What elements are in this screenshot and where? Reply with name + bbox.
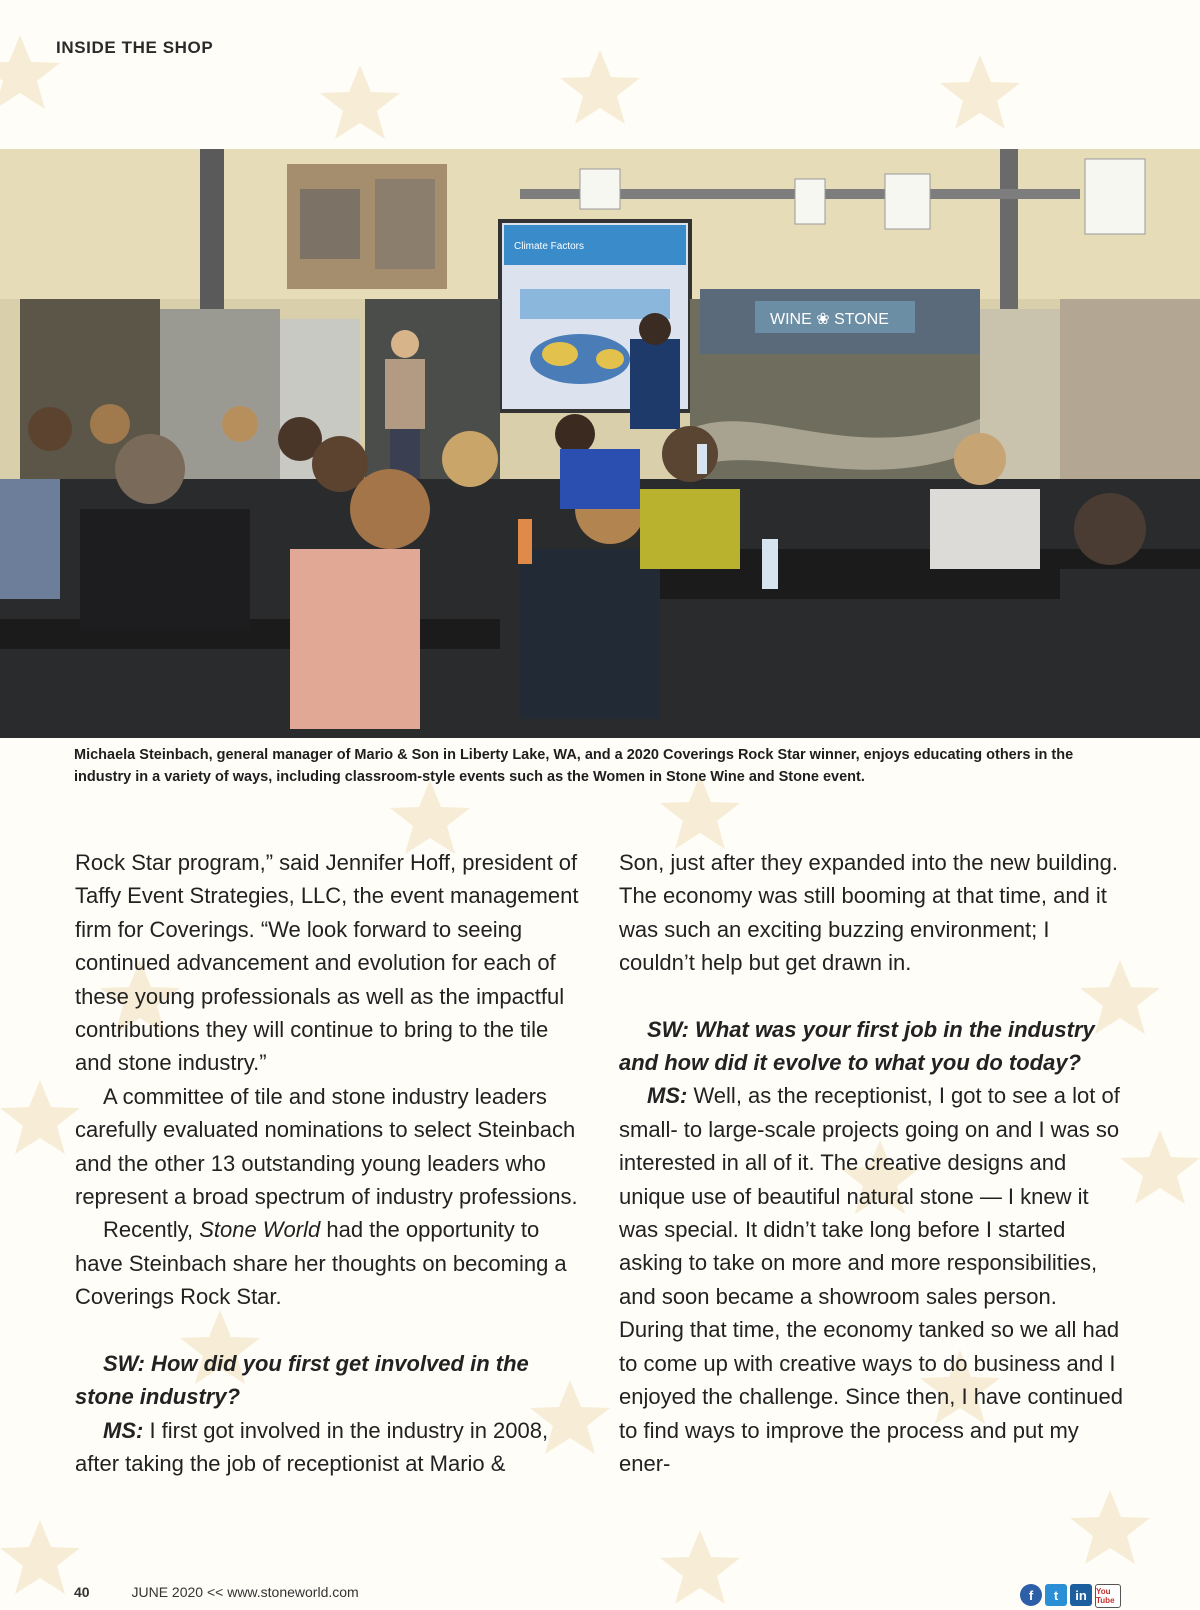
article-column-left [75, 846, 580, 1480]
paragraph-text: had the opportunity to have Steinbach share her thoughts on becoming a Coverings Rock Star. [75, 1217, 567, 1310]
section-label: INSIDE THE SHOP [56, 38, 214, 57]
interview-answer [619, 1079, 1124, 1480]
page-number: 40 [74, 1584, 90, 1600]
paragraph [75, 1213, 580, 1313]
paragraph-text: Recently, [103, 1217, 200, 1243]
publication-name: Stone World [199, 1217, 321, 1243]
interview-question: SW: How did you first get involved in the stone industry? [75, 1350, 529, 1410]
paragraph: Rock Star program,” said Jennifer Hoff, president of Taffy Event Strategies, LLC, the event management firm for Coverings. “We look forward to seeing continued advancement and evolution for each of these young professionals as well as the impactful contributions they will continue to bring to the tile and stone industry.” [75, 850, 579, 1076]
page-footer [74, 1584, 359, 1600]
website-link[interactable]: www.stoneworld.com [227, 1584, 359, 1600]
speaker-label: MS: [103, 1417, 144, 1443]
classroom-event-photo [0, 149, 1200, 738]
social-icons [1020, 1584, 1121, 1608]
interview-answer [75, 1414, 580, 1481]
answer-text: Well, as the receptionist, I got to see a lot of small- to large-scale projects going on and I was so interested in all of it. The creative designs and unique use of beautiful natural stone — I knew it was special. It didn’t take long before I started asking to take on more and more responsibilities, and soon became a showroom sales person. During that time, the economy tanked so we all had to come up with creative ways to do business and I enjoyed the challenge. Since then, I have continued to find ways to improve the process and put my ener- [619, 1083, 1123, 1476]
youtube-icon[interactable]: You Tube [1095, 1584, 1121, 1608]
answer-text: I first got involved in the industry in 2008, after taking the job of receptionist at Mario & [75, 1417, 549, 1476]
article-column-right [619, 846, 1124, 1480]
separator: << [206, 1584, 224, 1600]
speaker-label: MS: [647, 1083, 688, 1109]
paragraph: Son, just after they expanded into the new building. The economy was still booming at that time, and it was such an exciting buzzing environment; I couldn’t help but get drawn in. [619, 850, 1119, 976]
linkedin-icon[interactable]: in [1070, 1584, 1092, 1606]
twitter-icon[interactable]: t [1045, 1584, 1067, 1606]
banner-text: WINE ❀ STONE [770, 311, 889, 328]
interview-question: SW: What was your first job in the industry and how did it evolve to what you do today? [619, 1016, 1095, 1076]
issue-date: JUNE 2020 [131, 1584, 204, 1600]
screen-title: Climate Factors [514, 241, 585, 252]
facebook-icon[interactable]: f [1020, 1584, 1042, 1606]
paragraph: A committee of tile and stone industry leaders carefully evaluated nominations to select Steinbach and the other 13 outstanding young leaders who represent a broad spectrum of industry professions. [75, 1083, 578, 1210]
photo-caption: Michaela Steinbach, general manager of Mario & Son in Liberty Lake, WA, and a 2020 Coverings Rock Star winner, enjoys educating others in the industry in a variety of ways, including classroom-style events such as the Women in Stone Wine and Stone event. [74, 747, 1074, 785]
